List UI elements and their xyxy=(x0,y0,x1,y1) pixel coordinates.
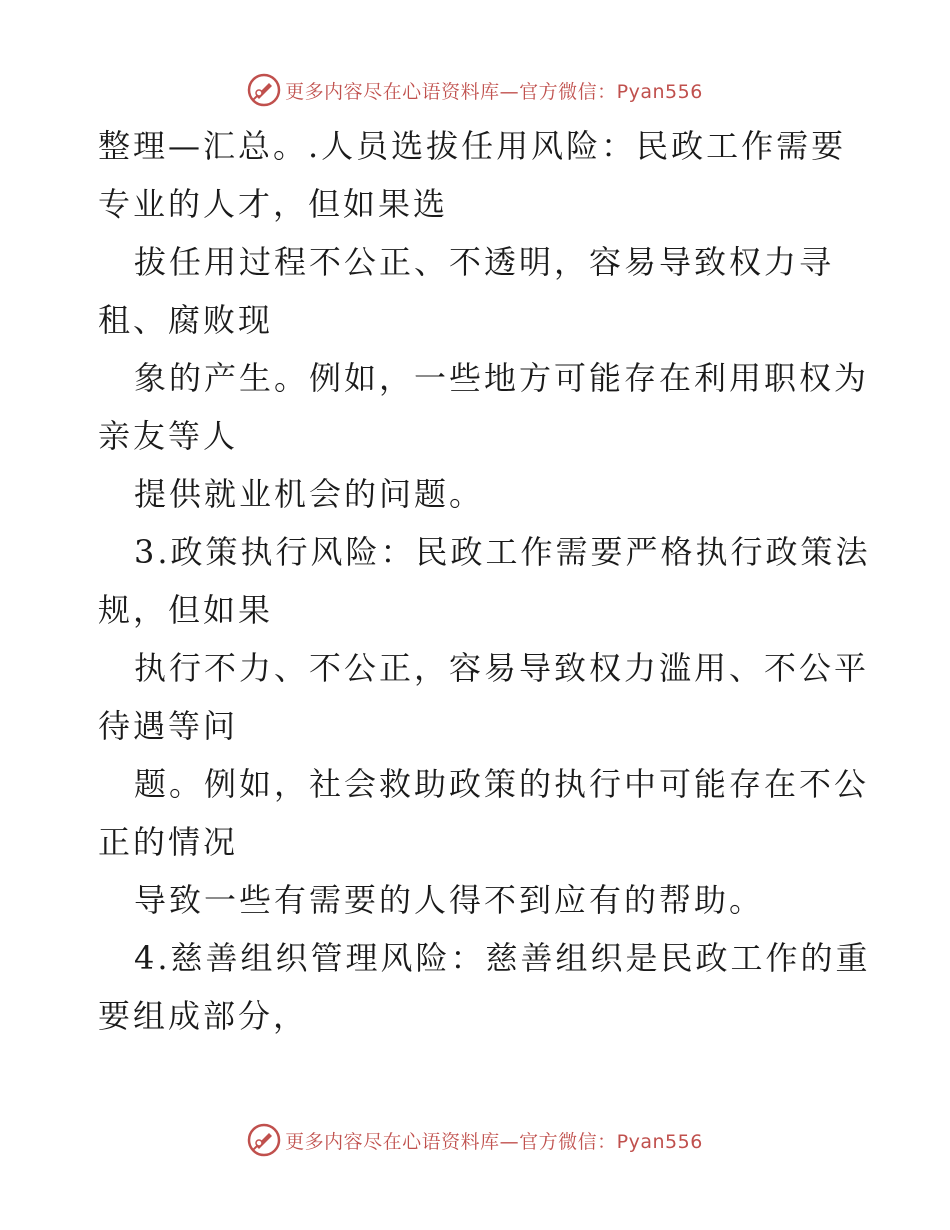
watermark-text: 更多内容尽在心语资料库—官方微信：Pyan556 xyxy=(285,1130,703,1153)
text-line: 拔任用过程不公正、不透明，容易导致权力寻 xyxy=(134,243,835,281)
text-line: 规，但如果 xyxy=(98,591,274,629)
text-line: 执行不力、不公正，容易导致权力滥用、不公平 xyxy=(134,649,870,687)
header-watermark xyxy=(0,70,950,110)
text-line: 题。例如，社会救助政策的执行中可能存在不公 xyxy=(134,765,870,803)
text-line: 整理—汇总。.人员选拔任用风险：民政工作需要 xyxy=(98,127,847,165)
seal-logo-icon xyxy=(247,1123,281,1157)
text-line: 正的情况 xyxy=(98,823,239,861)
text-line: 4.慈善组织管理风险：慈善组织是民政工作的重 xyxy=(134,939,871,977)
seal-logo-icon xyxy=(247,73,281,107)
watermark-text: 更多内容尽在心语资料库—官方微信：Pyan556 xyxy=(285,80,703,103)
text-line: 待遇等问 xyxy=(98,707,239,745)
text-line: 象的产生。例如，一些地方可能存在利用职权为 xyxy=(134,359,870,397)
footer-watermark xyxy=(0,1120,950,1160)
text-line: 要组成部分， xyxy=(98,997,309,1035)
text-line: 租、腐败现 xyxy=(98,301,274,339)
text-line: 专业的人才，但如果选 xyxy=(98,185,449,223)
text-line: 3.政策执行风险：民政工作需要严格执行政策法 xyxy=(134,533,871,571)
text-line: 提供就业机会的问题。 xyxy=(134,475,485,513)
text-line: 导致一些有需要的人得不到应有的帮助。 xyxy=(134,881,765,919)
text-line: 亲友等人 xyxy=(98,417,239,455)
